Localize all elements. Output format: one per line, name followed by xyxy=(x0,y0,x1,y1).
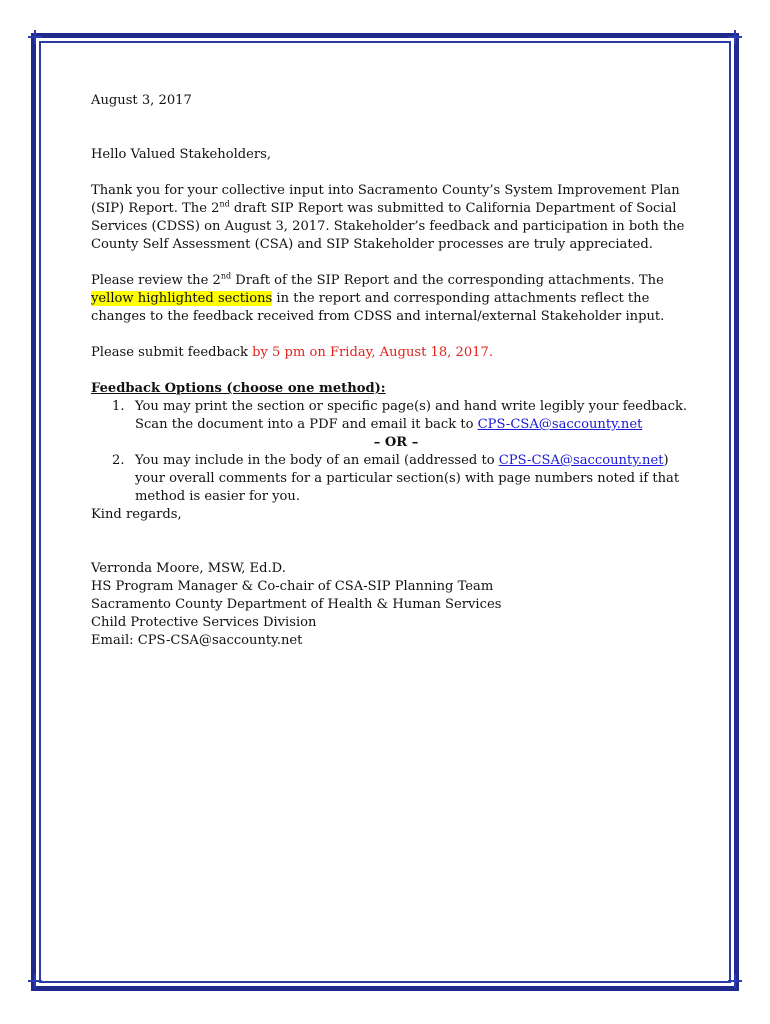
signer-name: Verronda Moore, MSW, Ed.D. xyxy=(91,561,286,576)
paragraph-intro: Thank you for your collective input into Sacramento County’s System Improvement Plan (SIP) Report. The 2nd draft SIP Report was submitted to California Department of Social Services (CDSS) on August 3, 2017. Stakeholder’s feedback and participation in both the County Self Assessment (CSA) and SIP Stakeholder processes are truly appreciated. xyxy=(91,183,685,252)
feedback-options-heading: Feedback Options (choose one method): xyxy=(91,381,386,396)
highlighted-text: yellow highlighted sections xyxy=(91,291,273,306)
paragraph-review: Please review the 2nd Draft of the SIP Report and the corresponding attachments. The yellow highlighted sections in the report and corresponding attachments reflect the changes to the feedback received from CDSS and internal/external Stakeholder input. xyxy=(91,271,665,324)
border-corner-ornament xyxy=(728,30,742,44)
or-separator: – OR – xyxy=(373,435,419,450)
border-corner-ornament xyxy=(728,974,742,988)
border-corner-ornament xyxy=(28,974,42,988)
signer-email: Email: CPS-CSA@saccounty.net xyxy=(91,633,303,648)
letter-date: August 3, 2017 xyxy=(91,93,192,108)
greeting: Hello Valued Stakeholders, xyxy=(91,147,272,162)
deadline-text: by 5 pm on Friday, August 18, 2017. xyxy=(252,345,493,360)
email-link[interactable]: CPS-CSA@saccounty.net xyxy=(477,417,643,432)
letter-body xyxy=(91,92,701,650)
email-link[interactable]: CPS-CSA@saccounty.net xyxy=(498,453,664,468)
signature-block xyxy=(91,560,701,650)
signer-division: Child Protective Services Division xyxy=(91,615,317,630)
feedback-option-1: 1. You may print the section or specific page(s) and hand write legibly your feedback. Scan the document into a PDF and email it back to CPS-CSA@saccounty.net xyxy=(112,399,688,432)
closing: Kind regards, xyxy=(91,507,182,522)
feedback-options-list xyxy=(91,398,701,434)
feedback-options-list-2 xyxy=(91,452,701,506)
paragraph-deadline: Please submit feedback by 5 pm on Friday, August 18, 2017. xyxy=(91,345,493,360)
signer-title: HS Program Manager & Co-chair of CSA-SIP Planning Team xyxy=(91,579,494,594)
feedback-option-2: 2. You may include in the body of an email (addressed to CPS-CSA@saccounty.net) your overall comments for a particular section(s) with page numbers noted if that method is easier for you. xyxy=(112,453,680,504)
signer-department: Sacramento County Department of Health & Human Services xyxy=(91,597,502,612)
border-corner-ornament xyxy=(28,30,42,44)
